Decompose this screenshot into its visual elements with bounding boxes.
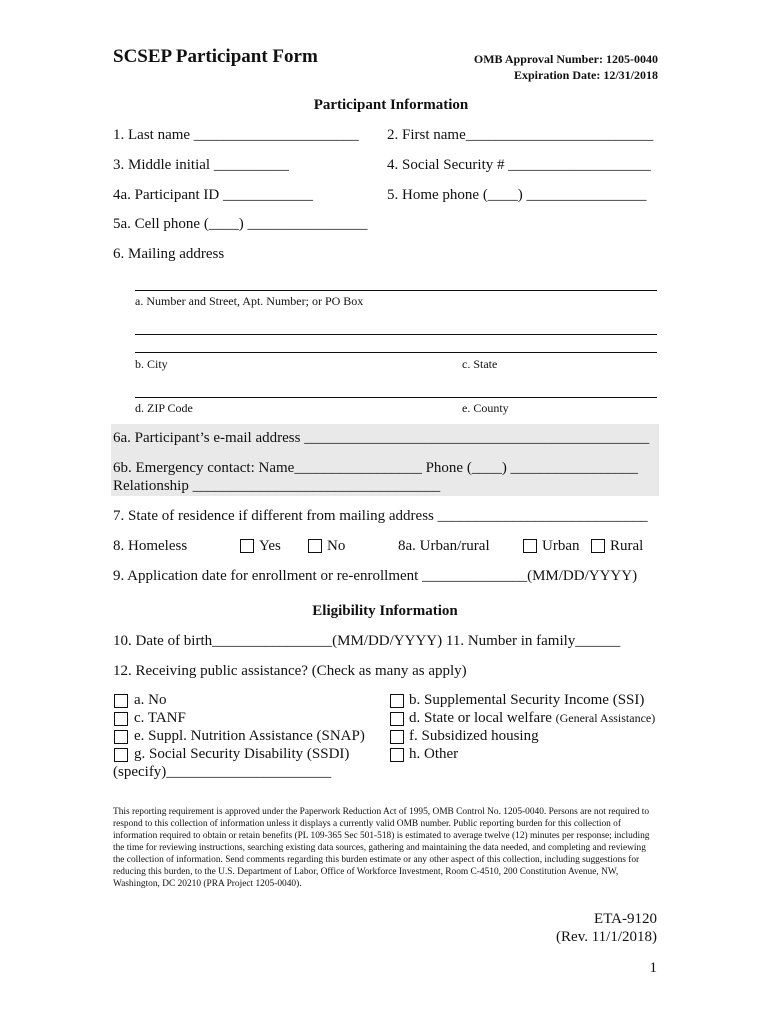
- homeless-label: 8. Homeless: [113, 538, 188, 554]
- city-state-line[interactable]: [135, 352, 657, 353]
- assist-welfare-note: (General Assistance): [555, 711, 656, 725]
- page-number: 1: [649, 960, 657, 976]
- assist-tanf-checkbox[interactable]: [114, 712, 128, 726]
- county-caption: e. County: [462, 401, 509, 415]
- assist-ssdi-label: g. Social Security Disability (SSDI): [134, 746, 350, 762]
- application-date-field[interactable]: 9. Application date for enrollment or re-enrollment ______________(MM/DD/YYYY): [113, 568, 638, 584]
- form-revision: (Rev. 11/1/2018): [556, 929, 657, 945]
- email-field[interactable]: 6a. Participant’s e-mail address ______________________________________________: [113, 430, 650, 446]
- city-caption: b. City: [135, 357, 168, 371]
- ssn-field[interactable]: 4. Social Security # ___________________: [387, 157, 651, 173]
- mailing-address-label: 6. Mailing address: [113, 246, 225, 262]
- eligibility-heading: Eligibility Information: [312, 603, 458, 619]
- participant-info-heading: Participant Information: [313, 97, 469, 113]
- public-assistance-label: 12. Receiving public assistance? (Check as many as apply): [113, 663, 467, 679]
- zip-caption: d. ZIP Code: [135, 401, 193, 415]
- address-line-2[interactable]: [135, 334, 657, 335]
- last-name-field[interactable]: 1. Last name ______________________: [113, 127, 359, 143]
- assist-snap-checkbox[interactable]: [114, 730, 128, 744]
- middle-initial-field[interactable]: 3. Middle initial __________: [113, 157, 289, 173]
- rural-label: Rural: [610, 538, 644, 554]
- homeless-no-label: No: [327, 538, 346, 554]
- assist-ssi-label: b. Supplemental Security Income (SSI): [409, 692, 645, 708]
- state-caption: c. State: [462, 357, 498, 371]
- assist-no-checkbox[interactable]: [114, 694, 128, 708]
- emergency-relationship-field[interactable]: Relationship _________________________________: [113, 478, 441, 494]
- zip-county-line[interactable]: [135, 397, 657, 398]
- expiration-date: Expiration Date: 12/31/2018: [514, 68, 658, 82]
- assist-welfare-checkbox[interactable]: [390, 712, 404, 726]
- cell-phone-field[interactable]: 5a. Cell phone (____) ________________: [113, 216, 368, 232]
- rural-checkbox[interactable]: [591, 539, 605, 553]
- assist-tanf-label: c. TANF: [134, 710, 186, 726]
- homeless-no-checkbox[interactable]: [308, 539, 322, 553]
- urban-rural-label: 8a. Urban/rural: [398, 538, 490, 554]
- assist-housing-label: f. Subsidized housing: [409, 728, 539, 744]
- assist-housing-checkbox[interactable]: [390, 730, 404, 744]
- homeless-yes-checkbox[interactable]: [240, 539, 254, 553]
- assist-ssi-checkbox[interactable]: [390, 694, 404, 708]
- omb-number: OMB Approval Number: 1205-0040: [473, 52, 658, 66]
- dob-family-field[interactable]: 10. Date of birth________________(MM/DD/YYYY) 11. Number in family______: [113, 633, 621, 649]
- page-title: SCSEP Participant Form: [113, 46, 318, 67]
- home-phone-field[interactable]: 5. Home phone (____) ________________: [387, 187, 647, 203]
- paperwork-notice: This reporting requirement is approved under the Paperwork Reduction Act of 1995, OMB Control No. 1205-0040. Persons are not required to respond to this collection of information unless it displays a currently valid OMB number. Public reporting burden for this collection of information required to obtain or retain benefits (PL 109-365 Sec 501-518) is estimated to average twelve (12) minutes per response; including the time for reviewing instructions, searching existing data sources, gathering and maintaining the data needed, and completing and reviewing the collection of information. Send comments regarding this burden estimate or any other aspect of this collection, including suggestions for reducing this burden, to the U.S. Department of Labor, Office of Workforce Investment, Room C-4510, 200 Constitution Avenue, NW, Washington, DC 20210 (PRA Project 1205-0040).: [113, 807, 650, 889]
- participant-id-field[interactable]: 4a. Participant ID ____________: [113, 187, 313, 203]
- urban-checkbox[interactable]: [523, 539, 537, 553]
- state-of-residence-field[interactable]: 7. State of residence if different from mailing address ____________________________: [113, 508, 648, 524]
- homeless-yes-label: Yes: [259, 538, 281, 554]
- assist-welfare-label: d. State or local welfare (General Assistance): [409, 710, 656, 726]
- first-name-field[interactable]: 2. First name_________________________: [387, 127, 654, 143]
- assist-ssdi-checkbox[interactable]: [114, 748, 128, 762]
- assist-other-label: h. Other: [409, 746, 459, 762]
- emergency-contact-field[interactable]: 6b. Emergency contact: Name_________________ Phone (____) _________________: [113, 460, 639, 476]
- assist-no-label: a. No: [134, 692, 167, 708]
- assist-other-checkbox[interactable]: [390, 748, 404, 762]
- assist-snap-label: e. Suppl. Nutrition Assistance (SNAP): [134, 728, 365, 744]
- street-line[interactable]: [135, 290, 657, 291]
- assist-specify-field[interactable]: (specify)______________________: [113, 764, 332, 780]
- form-id: ETA-9120: [594, 911, 657, 927]
- street-caption: a. Number and Street, Apt. Number; or PO Box: [135, 294, 364, 308]
- urban-label: Urban: [542, 538, 580, 554]
